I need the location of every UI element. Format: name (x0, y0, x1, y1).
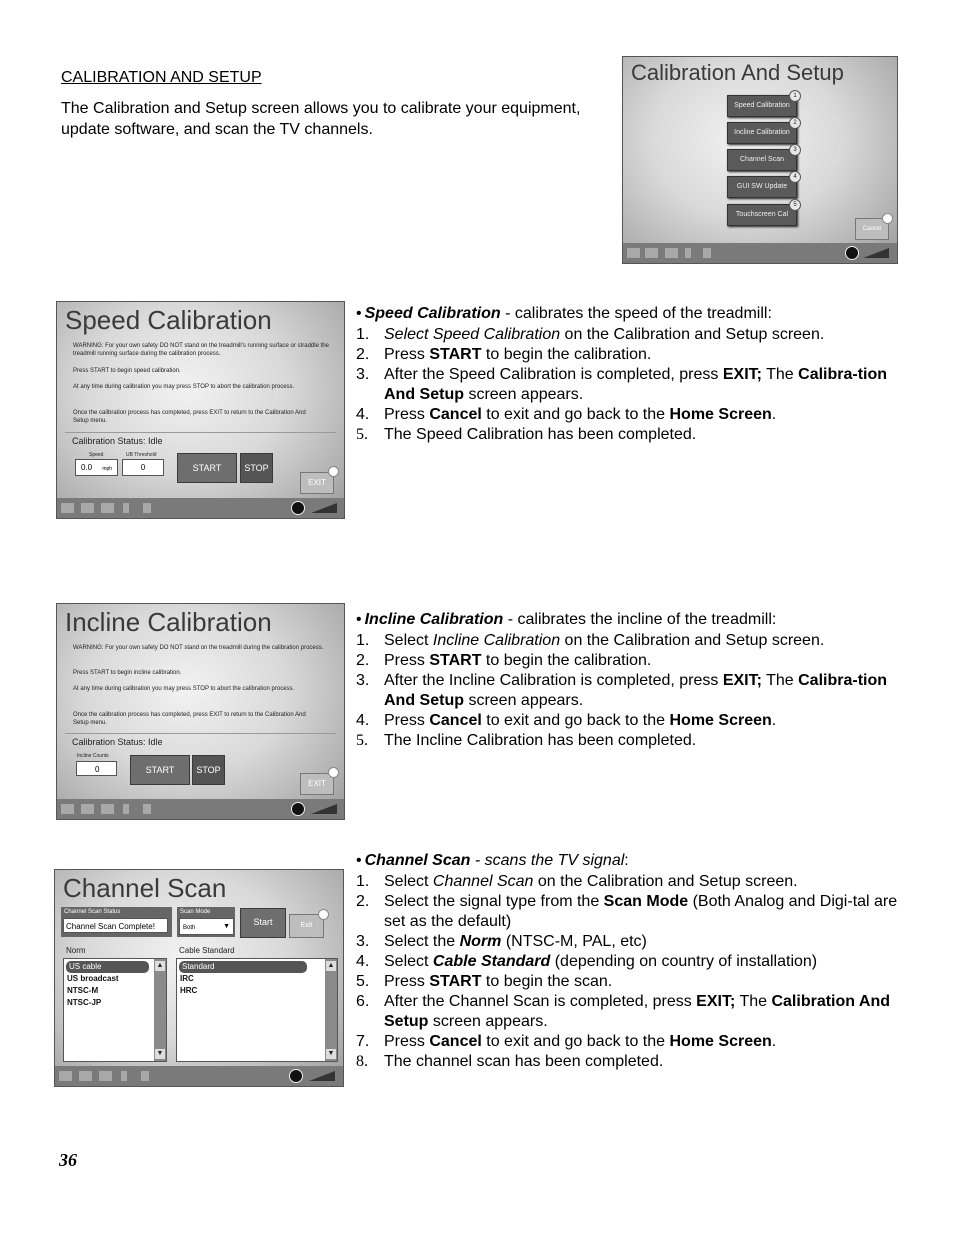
scan-exit-knob (318, 909, 329, 920)
channel-scan-instructions (356, 851, 901, 1072)
incline-exit-button[interactable]: EXIT (300, 773, 334, 795)
incline-stop-button[interactable]: STOP (192, 755, 225, 785)
step-text: Calibra-tion And Setup (384, 672, 888, 709)
speed-heading (356, 304, 901, 324)
step-item (356, 992, 901, 1032)
step-text: (NTSC-M, PAL, etc) (501, 933, 647, 950)
step-text: After the Speed Calibration is completed, press (384, 366, 723, 383)
step-item (356, 972, 901, 992)
cable-rows (177, 961, 337, 997)
incline-calibration-instructions (356, 610, 901, 751)
speed-divider (65, 432, 336, 433)
phone-icon (685, 248, 691, 258)
scroll-up-icon[interactable]: ▲ (156, 962, 164, 969)
setup-menu-label: GUI SW Update (736, 183, 788, 190)
incline-heading (356, 610, 901, 630)
norm-scrollbar[interactable] (154, 959, 166, 1061)
step-text: Select Speed Calibration (384, 326, 561, 343)
bullet: • (356, 611, 362, 628)
step-text: Channel Scan (432, 873, 534, 890)
speed-status: Calibration Status: Idle (72, 436, 163, 446)
step-text: The (761, 672, 799, 689)
disc-icon (289, 1069, 303, 1083)
incline-heading-title: Incline Calibration (364, 611, 504, 628)
step-item (356, 711, 901, 731)
incline-exit-knob (328, 767, 339, 778)
step-text: (depending on country of installation) (550, 953, 818, 970)
speed-field[interactable] (75, 459, 118, 476)
norm-list-item[interactable]: US broadcast (67, 974, 119, 983)
step-text: on the Calibration and Setup screen. (560, 632, 825, 649)
step-text: . (771, 1033, 777, 1050)
cable-scrollbar[interactable] (325, 959, 337, 1061)
volume-icon (309, 1071, 335, 1081)
step-item (356, 631, 901, 651)
pen-icon (703, 248, 711, 258)
scroll-down-icon[interactable]: ▼ (327, 1050, 335, 1057)
step-text: The Speed Calibration has been completed. (384, 426, 697, 443)
step-text: Press (384, 652, 430, 669)
speed-stop-button[interactable]: STOP (240, 453, 273, 483)
speed-heading-desc: - calibrates the speed of the treadmill: (500, 305, 772, 322)
step-number: 2. (356, 893, 370, 910)
step-number: 5. (356, 426, 368, 443)
scan-screen-title: Channel Scan (63, 873, 227, 903)
step-text: Home Screen (669, 712, 772, 729)
step-text: screen appears. (428, 1013, 548, 1030)
step-number: 5. (356, 973, 370, 990)
pen-icon (143, 804, 151, 814)
step-item (356, 1052, 901, 1072)
step-text: on the Calibration and Setup screen. (533, 873, 798, 890)
incline-instruction-1: Press START to begin incline calibration. (73, 670, 182, 676)
speed-unit: mph (102, 466, 113, 472)
scan-start-button[interactable]: Start (240, 908, 286, 938)
speed-instruction-1: Press START to begin speed calibration. (73, 368, 181, 374)
step-text: screen appears. (464, 692, 584, 709)
step-text: Press (384, 712, 430, 729)
step-number: 4. (356, 712, 370, 729)
step-number: 3. (356, 933, 370, 950)
scan-steps (356, 872, 901, 1072)
speed-steps (356, 325, 901, 445)
step-number: 1. (356, 326, 370, 343)
setup-screen-title: Calibration And Setup (631, 60, 844, 85)
setup-cancel-knob (882, 213, 893, 224)
norm-list-item[interactable]: US cable (66, 961, 149, 973)
volume-icon (863, 248, 889, 258)
step-text: . (771, 406, 777, 423)
step-item (356, 671, 901, 711)
norm-rows (64, 961, 166, 1009)
speed-instruction-3: Once the calibration process has completed, press EXIT to return to the Calibration And Setup menu. (73, 410, 306, 424)
step-text: Cancel (429, 712, 482, 729)
speed-calibration-instructions (356, 304, 901, 445)
scan-status-label: Channel Scan Status (64, 909, 121, 915)
incline-counts-label: Incline Counts (77, 753, 109, 759)
setup-menu-button[interactable] (727, 176, 797, 198)
home-icon (61, 503, 74, 513)
step-number: 8. (356, 1053, 368, 1070)
step-number: 1. (356, 632, 370, 649)
step-text: Press (384, 1033, 430, 1050)
scan-heading (356, 851, 901, 871)
home-icon (61, 804, 74, 814)
scan-exit-button[interactable]: Exit (289, 914, 324, 938)
bullet: • (356, 852, 362, 869)
incline-warning: WARNING: For your own safety DO NOT stand on the treadmill during the calibration process. (73, 645, 324, 651)
setup-menu-label: Channel Scan (740, 156, 784, 163)
incline-start-button[interactable]: START (130, 755, 190, 785)
incline-steps (356, 631, 901, 751)
step-text: EXIT; (722, 366, 762, 383)
step-text: to begin the calibration. (481, 346, 652, 363)
setup-menu-button[interactable] (727, 122, 797, 144)
setup-menu-button[interactable] (727, 149, 797, 171)
step-text: Calibration And Setup (384, 993, 890, 1030)
volume-icon (311, 503, 337, 513)
step-text: to exit and go back to the (481, 406, 670, 423)
step-text: The Incline Calibration has been completed. (384, 732, 697, 749)
step-text: to begin the calibration. (481, 652, 652, 669)
step-text: screen appears. (464, 386, 584, 403)
speed-heading-title: Speed Calibration (364, 305, 501, 322)
step-text: on the Calibration and Setup screen. (560, 326, 825, 343)
step-text: The (761, 366, 799, 383)
speed-screenshot (56, 301, 345, 519)
speed-exit-button[interactable]: EXIT (300, 472, 334, 494)
norm-list-item[interactable]: NTSC-JP (67, 998, 102, 1007)
step-text: Cancel (429, 406, 482, 423)
scan-status-value: Channel Scan Complete! (63, 918, 168, 933)
norm-list[interactable] (63, 958, 167, 1062)
step-item (356, 892, 901, 932)
scan-heading-desc: - scans the TV signal (470, 852, 625, 869)
scan-taskbar (55, 1066, 343, 1086)
scan-status-group (61, 907, 172, 937)
step-text: Select (384, 632, 433, 649)
step-item (356, 952, 901, 972)
tv-icon (101, 804, 114, 814)
grid-icon (645, 248, 658, 258)
step-item (356, 1032, 901, 1052)
incline-divider (65, 733, 336, 734)
step-text: to begin the scan. (481, 973, 613, 990)
disc-icon (291, 802, 305, 816)
speed-value: 0.0 (81, 463, 93, 472)
step-item (356, 731, 901, 751)
step-text: EXIT; (722, 672, 762, 689)
home-icon (59, 1071, 72, 1081)
pen-icon (141, 1071, 149, 1081)
step-text: Home Screen (669, 406, 772, 423)
speed-taskbar (57, 498, 344, 518)
ub-threshold-field[interactable]: 0 (122, 459, 164, 476)
scan-heading-tail: : (624, 852, 629, 869)
step-text: Press (384, 406, 430, 423)
scroll-down-icon[interactable]: ▼ (156, 1050, 164, 1057)
step-text: Home Screen (669, 1033, 772, 1050)
cable-standard-list-item[interactable]: HRC (180, 986, 198, 995)
scan-mode-group (177, 907, 235, 937)
disc-icon (291, 501, 305, 515)
speed-screen-title: Speed Calibration (65, 305, 272, 335)
incline-instruction-2: At any time during calibration you may press STOP to abort the calibration process. (73, 686, 295, 692)
setup-menu-label: Speed Calibration (734, 102, 790, 109)
step-number: 1. (356, 873, 370, 890)
incline-taskbar (57, 799, 344, 819)
bullet: • (356, 305, 362, 322)
step-text: Cancel (429, 1033, 482, 1050)
incline-screen-title: Incline Calibration (65, 607, 272, 637)
step-text: Norm (459, 933, 502, 950)
setup-menu-number: 1 (789, 90, 801, 102)
pen-icon (143, 503, 151, 513)
step-number: 3. (356, 366, 370, 383)
cable-standard-list-item[interactable]: IRC (180, 974, 194, 983)
speed-exit-knob (328, 466, 339, 477)
phone-icon (121, 1071, 127, 1081)
speed-start-button[interactable]: START (177, 453, 237, 483)
step-text: EXIT; (696, 993, 736, 1010)
setup-menu-button[interactable] (727, 204, 797, 226)
step-number: 4. (356, 406, 370, 423)
incline-status: Calibration Status: Idle (72, 737, 163, 747)
step-text: After the Incline Calibration is completed, press (384, 672, 723, 689)
scan-mode-value: Both (183, 925, 196, 931)
step-item (356, 405, 901, 425)
step-number: 6. (356, 993, 370, 1010)
home-icon (627, 248, 640, 258)
phone-icon (123, 503, 129, 513)
scan-mode-select[interactable] (179, 918, 234, 935)
step-text: START (429, 346, 482, 363)
section-title: CALIBRATION AND SETUP (61, 69, 262, 86)
tv-icon (665, 248, 678, 258)
setup-menu-number: 5 (789, 199, 801, 211)
chevron-down-icon: ▼ (223, 923, 230, 930)
step-text: (Both Analog and Digi-tal are set as the default) (384, 893, 898, 930)
step-item (356, 872, 901, 892)
incline-instruction-3: Once the calibration process has completed, press EXIT to return to the Calibration And Setup menu. (73, 712, 306, 726)
step-text: Select (384, 873, 433, 890)
step-text: START (429, 973, 482, 990)
setup-cancel-button[interactable]: Cancel (855, 218, 889, 240)
setup-menu-label: Touchscreen Cal (735, 211, 789, 218)
step-text: After the Channel Scan is completed, press (384, 993, 697, 1010)
grid-icon (81, 503, 94, 513)
step-number: 5. (356, 732, 368, 749)
step-text: START (429, 652, 482, 669)
page-number: 36 (59, 1150, 77, 1170)
step-number: 3. (356, 672, 370, 689)
tv-icon (99, 1071, 112, 1081)
incline-screenshot (56, 603, 345, 820)
step-text: to exit and go back to the (481, 1033, 670, 1050)
speed-instruction-2: At any time during calibration you may press STOP to abort the calibration process. (73, 384, 295, 390)
scan-mode-label: Scan Mode (180, 909, 211, 915)
speed-warning: WARNING: For your own safety DO NOT stand on the treadmill's running surface or straddle the treadmill running surface during the calibration process. (73, 343, 329, 357)
setup-menu-number: 4 (789, 171, 801, 183)
norm-label: Norm (66, 946, 86, 955)
setup-taskbar (623, 243, 897, 263)
step-text: The (735, 993, 772, 1010)
setup-menu-label: Incline Calibration (734, 129, 790, 136)
grid-icon (81, 804, 94, 814)
incline-counts-field[interactable]: 0 (76, 761, 117, 776)
intro-paragraph: The Calibration and Setup screen allows you to calibrate your equipment, update software, and scan the TV channels. (61, 100, 581, 138)
step-number: 2. (356, 346, 370, 363)
step-text: Cable Standard (432, 953, 551, 970)
step-text: Scan Mode (603, 893, 689, 910)
grid-icon (79, 1071, 92, 1081)
step-text: The channel scan has been completed. (384, 1053, 664, 1070)
tv-icon (101, 503, 114, 513)
step-number: 7. (356, 1033, 370, 1050)
incline-heading-desc: - calibrates the incline of the treadmill: (503, 611, 777, 628)
step-number: 2. (356, 652, 370, 669)
setup-menu-number: 2 (789, 117, 801, 129)
ub-threshold-label: UB Threshold (126, 452, 157, 458)
step-item (356, 365, 901, 405)
step-text: Incline Calibration (432, 632, 561, 649)
step-item (356, 325, 901, 345)
step-text: Select the signal type from the (384, 893, 604, 910)
step-item (356, 932, 901, 952)
norm-list-item[interactable]: NTSC-M (67, 986, 99, 995)
step-text: Calibra-tion And Setup (384, 366, 888, 403)
cable-standard-label: Cable Standard (179, 946, 235, 955)
setup-menu-button[interactable] (727, 95, 797, 117)
step-text: . (771, 712, 777, 729)
volume-icon (311, 804, 337, 814)
step-number: 4. (356, 953, 370, 970)
scroll-up-icon[interactable]: ▲ (327, 962, 335, 969)
setup-menu-number: 3 (789, 144, 801, 156)
phone-icon (123, 804, 129, 814)
step-item (356, 425, 901, 445)
scan-screenshot (54, 869, 344, 1087)
step-item (356, 345, 901, 365)
speed-label: Speed (89, 452, 104, 458)
disc-icon (845, 246, 859, 260)
step-text: to exit and go back to the (481, 712, 670, 729)
scan-heading-title: Channel Scan (364, 852, 471, 869)
step-text: Select (384, 953, 433, 970)
setup-screenshot (622, 56, 898, 264)
step-item (356, 651, 901, 671)
step-text: Select the (384, 933, 460, 950)
cable-standard-list-item[interactable]: Standard (179, 961, 307, 973)
step-text: Press (384, 346, 430, 363)
step-text: Press (384, 973, 430, 990)
cable-standard-list[interactable] (176, 958, 338, 1062)
